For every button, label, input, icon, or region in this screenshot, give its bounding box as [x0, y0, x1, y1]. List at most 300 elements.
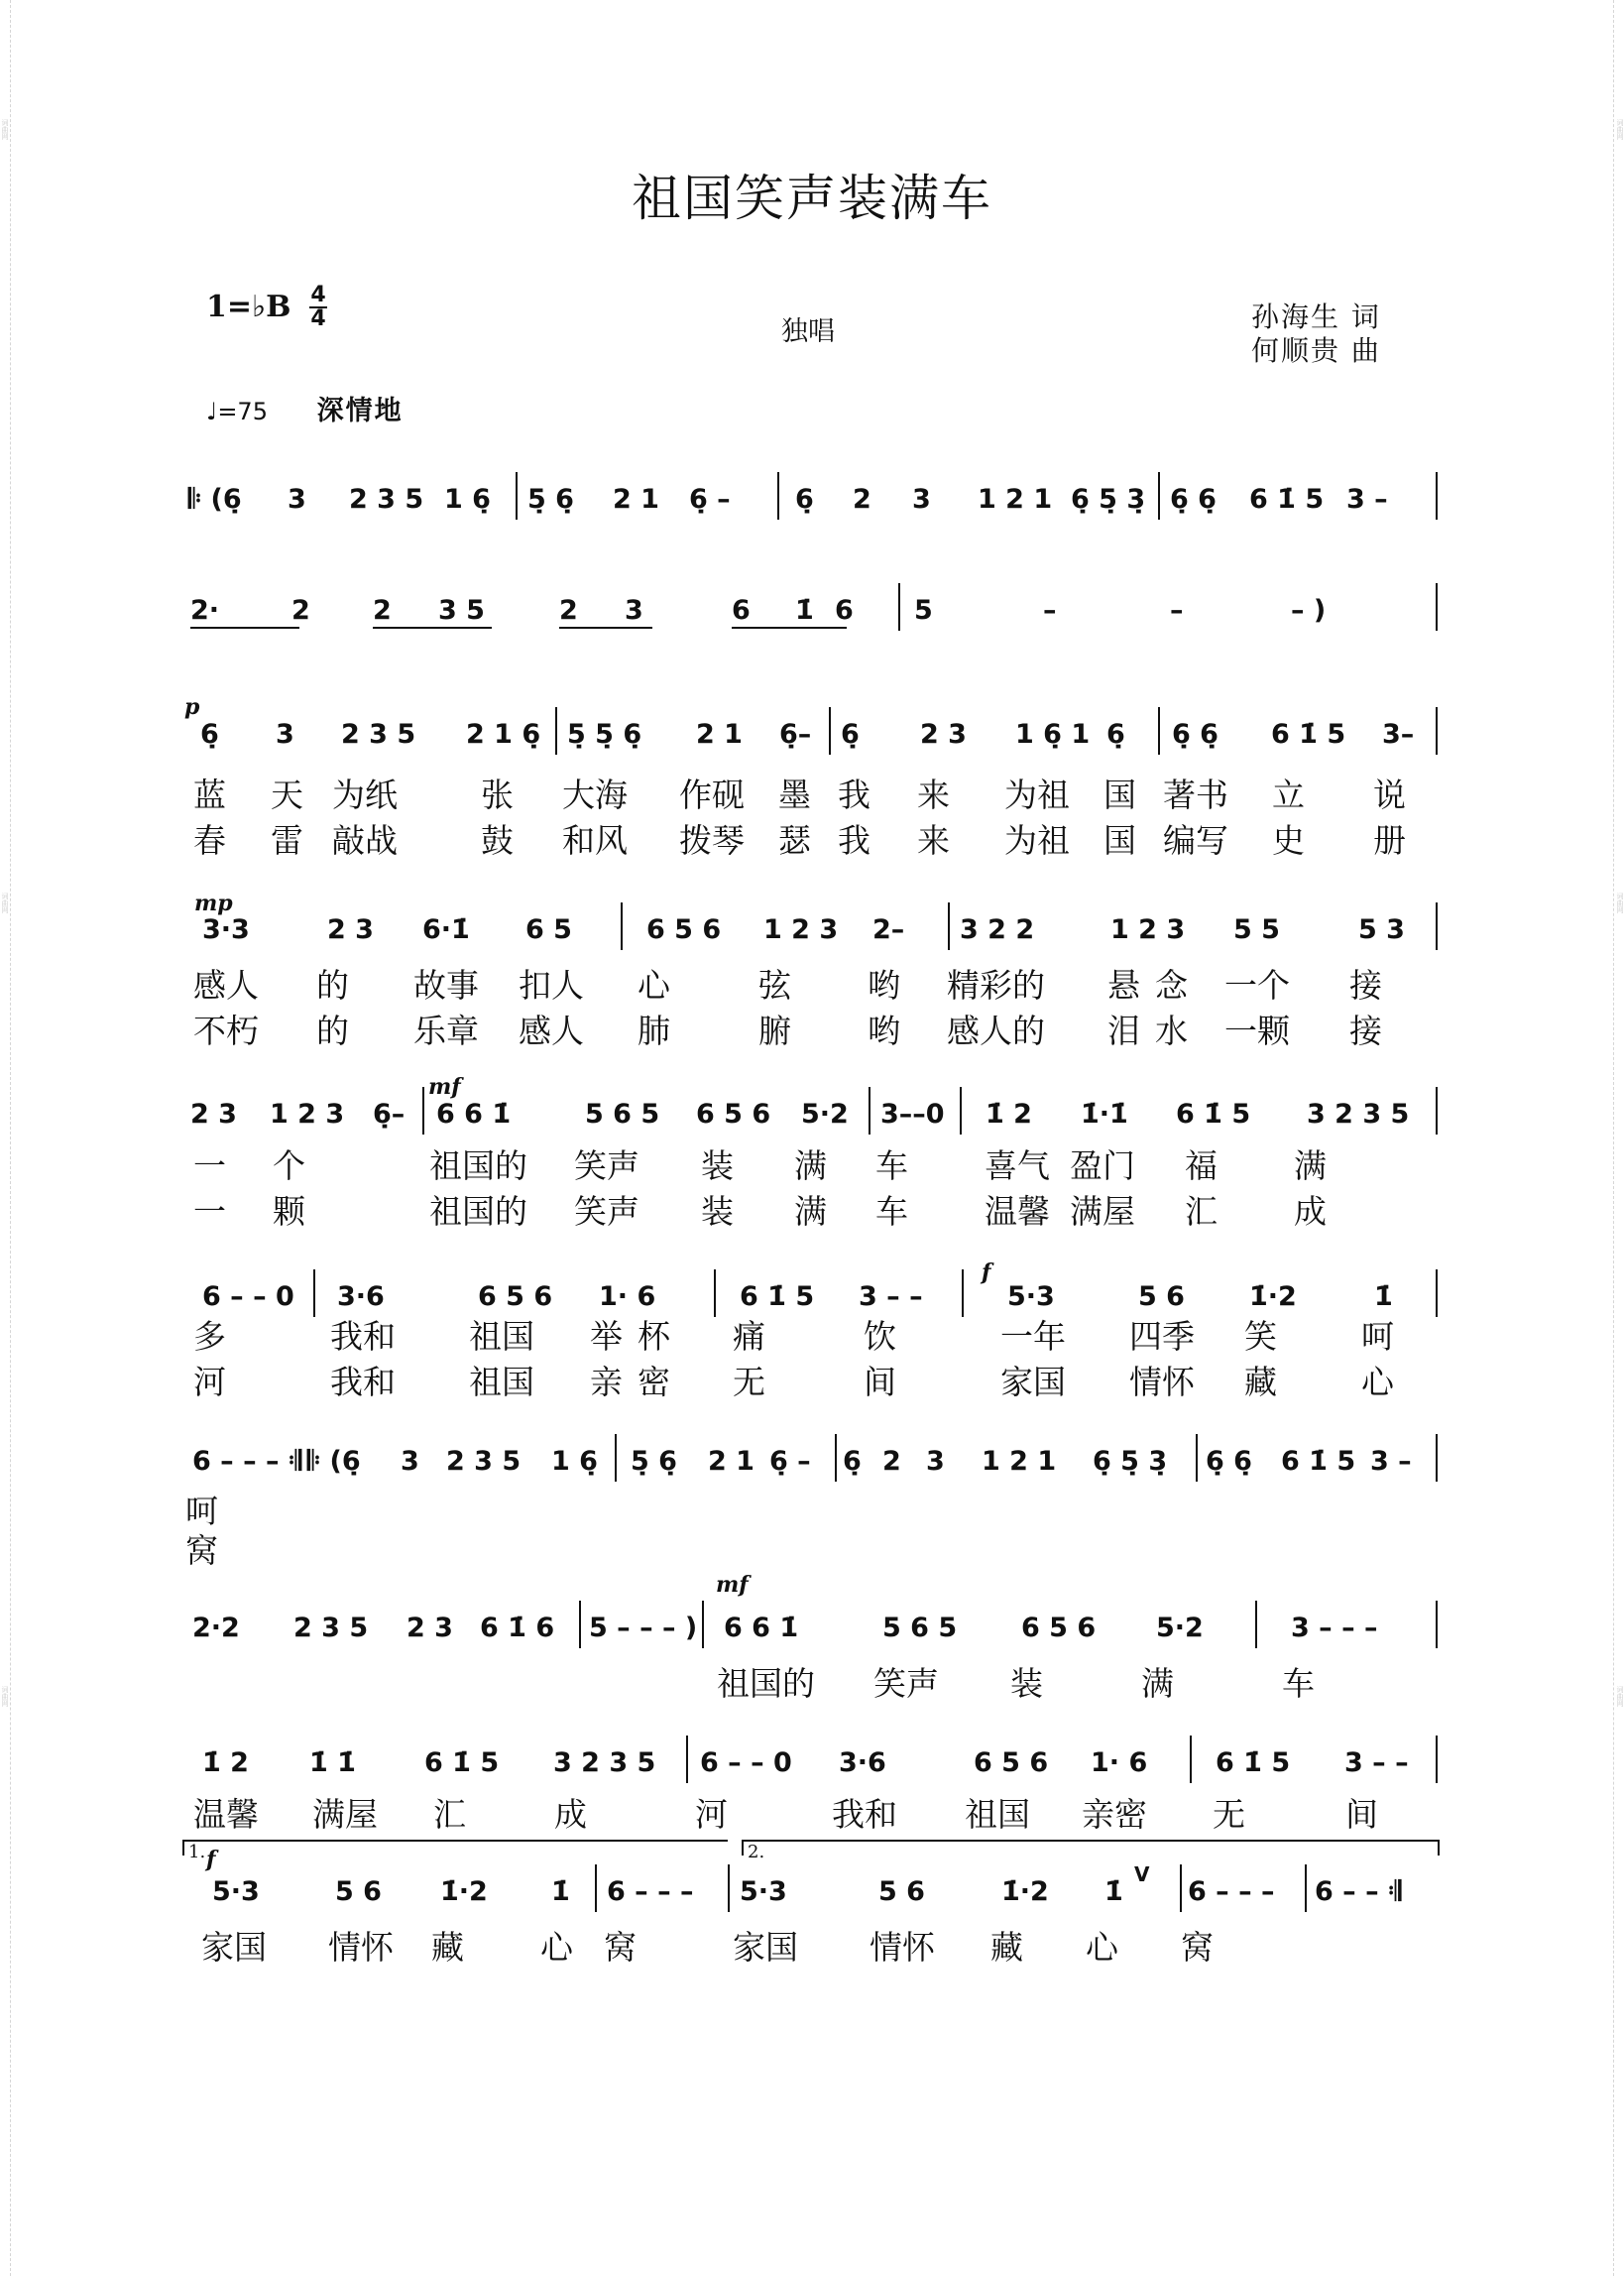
lyric: 呵 — [185, 1492, 218, 1530]
lyric: 册 — [1373, 821, 1406, 860]
note-group: 6̣ — [795, 484, 814, 515]
barline — [835, 1434, 837, 1482]
lyric: 为纸 — [332, 776, 398, 814]
score-line-8 — [188, 1613, 1448, 1658]
expression-mark: 深情地 — [316, 396, 404, 426]
lyric: 为祖 — [1004, 776, 1070, 814]
lyric: 祖国 — [965, 1795, 1030, 1834]
lyric: 四季 — [1129, 1317, 1195, 1356]
note-group: 6 — [732, 595, 751, 626]
note-group: 1 2 3 — [1110, 914, 1186, 945]
note-group: 2 3 5 — [349, 484, 424, 515]
note-group: – — [1170, 595, 1184, 626]
note-group: 3·3 — [202, 914, 250, 945]
note-group: 3 – – — [1344, 1747, 1409, 1778]
barline — [1180, 1864, 1182, 1912]
note-group: 2· — [190, 595, 220, 626]
note-group: 5 6 — [878, 1876, 925, 1907]
note-group: 2 1 6̣ — [466, 719, 541, 750]
lyric: 无 — [733, 1363, 765, 1401]
dynamic-mp: mp — [194, 891, 233, 916]
lyric: 情怀 — [1129, 1363, 1195, 1401]
note-group: 5·3 — [740, 1876, 787, 1907]
lyric: 来 — [917, 776, 950, 814]
lyrics-line-5-verse-1 — [193, 1140, 1452, 1185]
barline — [1436, 472, 1438, 520]
lyric: 装 — [1010, 1664, 1043, 1703]
score-line-4 — [188, 914, 1448, 960]
lyric: 鼓 — [481, 821, 514, 860]
lyric: 瑟 — [778, 821, 811, 860]
lyric: 车 — [875, 1146, 908, 1185]
lyric: 心 — [1361, 1363, 1394, 1401]
lyric: 肺 — [638, 1012, 670, 1050]
lyric: 温馨 — [193, 1795, 259, 1834]
lyric: 和风 — [562, 821, 628, 860]
lyric: 亲密 — [1082, 1795, 1147, 1834]
note-group: 6 – – 0 — [700, 1747, 792, 1778]
lyric: 祖国 — [469, 1317, 534, 1356]
lyrics-line-4-verse-2 — [193, 1006, 1452, 1050]
note-group: 6 5 6 — [696, 1099, 771, 1130]
note-group: 2– — [872, 914, 905, 945]
lyric: 满 — [1141, 1664, 1174, 1703]
dynamic-mf: mf — [428, 1074, 461, 1100]
lyric: 满 — [794, 1192, 827, 1231]
note-group: 2 3 — [406, 1613, 453, 1643]
note-group: 1̇·2 — [1001, 1876, 1049, 1907]
lyric: 心 — [540, 1928, 573, 1967]
note-group: 6̣ — [843, 1446, 862, 1477]
lyric: 一 — [193, 1192, 226, 1231]
note-group: 1 2 3 — [763, 914, 839, 945]
barline — [777, 472, 779, 520]
lyric: 心 — [1086, 1928, 1118, 1967]
lyric: 水 — [1155, 1012, 1188, 1050]
beam-line — [732, 627, 847, 629]
barline — [595, 1864, 597, 1912]
lyric: 藏 — [431, 1928, 464, 1967]
note-group: 2 — [291, 595, 310, 626]
note-group: 3 — [276, 719, 294, 750]
lyric: 举 — [590, 1317, 623, 1356]
barline — [686, 1736, 688, 1783]
note-group: 1̇ — [1374, 1281, 1393, 1312]
lyric: 家国 — [733, 1928, 798, 1967]
note-group: 2 — [882, 1446, 901, 1477]
note-group: 6 5 6 — [646, 914, 722, 945]
note-group: 2 1 — [613, 484, 659, 515]
note-group: 5 6 — [1138, 1281, 1185, 1312]
barline — [1196, 1434, 1198, 1482]
note-group: 5 6 5 — [585, 1099, 660, 1130]
barline — [615, 1434, 617, 1482]
barline — [1158, 472, 1160, 520]
lyric: 祖国的 — [717, 1664, 815, 1703]
lyrics-line-3-verse-1 — [193, 770, 1452, 814]
note-group: 1 2 3 — [270, 1099, 345, 1130]
barline — [1158, 707, 1160, 755]
lyrics-line-4-verse-1 — [193, 960, 1452, 1005]
note-group: 6 5 6 — [1021, 1613, 1097, 1643]
barline — [728, 1864, 730, 1912]
note-group: 1̇ 1̇ — [309, 1747, 356, 1778]
lyric: 著书 — [1163, 776, 1228, 814]
note-group: 6̣ – — [689, 484, 731, 515]
lyric: 车 — [875, 1192, 908, 1231]
note-group: 2 1 — [696, 719, 743, 750]
barline — [702, 1601, 704, 1648]
lyrics-line-8 — [193, 1658, 1452, 1703]
note-group: 2 3 5 — [341, 719, 416, 750]
note-group: 1 2 1 — [978, 484, 1053, 515]
note-group: 6 1̇ 6 — [480, 1613, 555, 1643]
note-group: 6 1̇ 5 — [740, 1281, 815, 1312]
lyric: 杯 — [638, 1317, 670, 1356]
lyric: 情怀 — [870, 1928, 935, 1967]
note-group: 6̣– — [373, 1099, 406, 1130]
lyric: 的 — [316, 1012, 349, 1050]
score-line-1 — [188, 484, 1448, 530]
lyric: 泪 — [1107, 1012, 1140, 1050]
note-group: 2 1 — [708, 1446, 754, 1477]
lyric: 为祖 — [1004, 821, 1070, 860]
note-group: 5·3 — [212, 1876, 260, 1907]
dynamic-p: p — [184, 694, 200, 720]
lyric: 家国 — [201, 1928, 267, 1967]
note-group: 6 1̇ 5 — [1249, 484, 1325, 515]
note-group: 5 — [914, 595, 933, 626]
note-group: 1̇·2 — [1249, 1281, 1297, 1312]
lyric: 情怀 — [328, 1928, 394, 1967]
beam-line — [190, 627, 299, 629]
barline — [714, 1269, 716, 1317]
barline — [1190, 1736, 1192, 1783]
note-group: 6 1̇ 5 — [1216, 1747, 1291, 1778]
note-group: 5̣ 6̣ — [631, 1446, 677, 1477]
note-group: 3– — [1382, 719, 1415, 750]
lyric: 大海 — [562, 776, 628, 814]
note-group: – ) — [1291, 595, 1327, 626]
note-group: 1 6̣ 1 — [1015, 719, 1091, 750]
note-group: 5 6 — [335, 1876, 382, 1907]
lyric: 间 — [864, 1363, 896, 1401]
lyric: 不朽 — [193, 1012, 259, 1050]
key-signature: 1=♭B — [206, 290, 291, 324]
lyric: 感人的 — [947, 1012, 1045, 1050]
note-group: 6̣ 5̣ 3̣ — [1071, 484, 1146, 515]
note-group: 6̣ — [1106, 719, 1125, 750]
lyric: 敲战 — [332, 821, 398, 860]
lyric: 腑 — [758, 1012, 791, 1050]
note-group: 2 3 — [327, 914, 374, 945]
lyrics-line-5-verse-2 — [193, 1186, 1452, 1231]
lyric: 满屋 — [312, 1795, 378, 1834]
lyric: 悬 — [1107, 966, 1140, 1005]
lyric: 家国 — [1000, 1363, 1066, 1401]
note-group: 3·6 — [839, 1747, 886, 1778]
lyrics-line-3-verse-2 — [193, 815, 1452, 860]
note-group: 1̇·2 — [440, 1876, 488, 1907]
note-group: 6·1̇ — [422, 914, 470, 945]
dynamic-mf: mf — [716, 1572, 749, 1598]
watermark-left: 词曲网 — [1, 1686, 9, 1707]
lyric: 装 — [701, 1192, 734, 1231]
note-group: 3 — [926, 1446, 945, 1477]
note-group: 1̇ 2 — [202, 1747, 249, 1778]
note-group: 6 1̇ 5 — [1176, 1099, 1251, 1130]
note-group: 5 3 — [1358, 914, 1405, 945]
barline — [1436, 1601, 1438, 1648]
lyric: 河 — [193, 1363, 226, 1401]
note-group: 6 1̇ 5 — [1281, 1446, 1356, 1477]
note-group: 3 – — [1370, 1446, 1412, 1477]
note-group: 6 – – – — [1188, 1876, 1275, 1907]
time-signature-top: 4 — [310, 283, 326, 307]
watermark-left: 词曲网 — [1, 119, 9, 140]
lyricist-credit: 孙海生 词 — [1251, 300, 1381, 333]
lyric: 祖国的 — [429, 1146, 527, 1185]
score-line-10 — [188, 1862, 1448, 1922]
tempo-mark: ♩=75 — [206, 398, 268, 425]
song-title: 祖国笑声装满车 — [632, 170, 992, 227]
lyric: 无 — [1213, 1795, 1245, 1834]
lyric: 温馨 — [985, 1192, 1050, 1231]
barline — [960, 1087, 962, 1135]
note-group: 1̇ — [795, 595, 814, 626]
note-group: – — [1043, 595, 1057, 626]
note-group: 6 6 1̇ — [436, 1099, 512, 1130]
lyric: 窝 — [1181, 1928, 1214, 1967]
note-group: 2 3 — [920, 719, 967, 750]
note-group: 6̣ — [200, 719, 219, 750]
note-group: 6̣ 5̣ 3̣ — [1093, 1446, 1168, 1477]
lyrics-line-6-verse-2 — [193, 1357, 1452, 1401]
note-group: 6̣ – — [769, 1446, 811, 1477]
note-group: 5 5 — [1233, 914, 1280, 945]
note-group: 6 5 6 — [974, 1747, 1049, 1778]
note-group: 1· 6 — [599, 1281, 656, 1312]
lyric: 喜气 — [985, 1146, 1050, 1185]
composer-credit: 何顺贵 曲 — [1251, 334, 1381, 367]
lyric: 汇 — [1185, 1192, 1218, 1231]
note-group: 3 — [912, 484, 931, 515]
beam-line — [373, 627, 492, 629]
note-group: 6 – – 0 — [202, 1281, 294, 1312]
lyric: 感人 — [193, 966, 259, 1005]
note-group: 3 — [625, 595, 643, 626]
barline — [962, 1269, 964, 1317]
score-line-2 — [188, 595, 1448, 641]
lyric: 满 — [1294, 1146, 1327, 1185]
lyric: 成 — [1294, 1192, 1327, 1231]
note-group: 1· 6 — [1091, 1747, 1148, 1778]
lyric: 颗 — [273, 1192, 305, 1231]
lyrics-line-7-verse-2 — [185, 1525, 1452, 1570]
lyric: 福 — [1185, 1146, 1218, 1185]
lyric: 窝 — [604, 1928, 637, 1967]
note-group: 3 – – – — [1291, 1613, 1378, 1643]
lyric: 痛 — [733, 1317, 765, 1356]
note-group: 5̣ 5̣ 6̣ — [567, 719, 642, 750]
lyric: 祖国的 — [429, 1192, 527, 1231]
lyric: 我 — [838, 776, 870, 814]
note-group: 6 – – – — [607, 1876, 694, 1907]
note-group: 6 5 — [525, 914, 572, 945]
lyric: 国 — [1103, 776, 1136, 814]
note-group: 1̇·1̇ — [1081, 1099, 1128, 1130]
lyric: 感人 — [519, 1012, 584, 1050]
lyric: 汇 — [433, 1795, 466, 1834]
lyric: 天 — [271, 776, 303, 814]
lyric: 车 — [1282, 1664, 1315, 1703]
lyric: 蓝 — [193, 776, 226, 814]
barline — [313, 1269, 315, 1317]
note-group: 𝄆 (6̣ — [307, 1446, 361, 1477]
lyric: 我和 — [330, 1317, 396, 1356]
lyric: 雷 — [271, 821, 303, 860]
note-group: 5 6 5 — [882, 1613, 958, 1643]
dynamic-f: f — [206, 1847, 216, 1872]
breath-mark: V — [1134, 1862, 1150, 1886]
note-group: 1̇ — [1104, 1876, 1123, 1907]
lyrics-line-7-verse-1 — [185, 1486, 1452, 1530]
barline — [1436, 1736, 1438, 1783]
right-margin-border — [1613, 0, 1624, 2276]
lyric: 间 — [1345, 1795, 1378, 1834]
note-group: 2 3 — [190, 1099, 237, 1130]
lyric: 哟 — [868, 966, 900, 1005]
note-group: 6̣ 6̣ — [1172, 719, 1218, 750]
barline — [1436, 583, 1438, 631]
lyric: 盈门 — [1070, 1146, 1135, 1185]
lyric: 笑 — [1244, 1317, 1277, 1356]
time-signature — [309, 283, 327, 331]
lyric: 满 — [794, 1146, 827, 1185]
note-group: 3 2 3 5 — [1307, 1099, 1410, 1130]
barline — [948, 902, 950, 950]
note-group: 5 – – – ) — [589, 1613, 698, 1643]
barline — [1436, 1269, 1438, 1317]
lyrics-line-6-verse-1 — [193, 1311, 1452, 1356]
lyric: 河 — [695, 1795, 728, 1834]
note-group: 6 – – 𝄇 — [1315, 1876, 1402, 1907]
note-group: 6 5 6 — [478, 1281, 553, 1312]
note-group: 6 6 1̇ — [724, 1613, 799, 1643]
watermark-right: 词曲网 — [1616, 1686, 1624, 1707]
lyric: 笑声 — [574, 1146, 639, 1185]
note-group: 3 2 2 — [960, 914, 1035, 945]
note-group: 𝄆 (6̣ — [188, 484, 242, 515]
watermark-right: 词曲网 — [1616, 119, 1624, 140]
lyric: 窝 — [185, 1531, 218, 1570]
barline — [621, 902, 623, 950]
lyric: 饮 — [864, 1317, 896, 1356]
barline — [1436, 1434, 1438, 1482]
lyric: 亲 — [590, 1363, 623, 1401]
lyric: 弦 — [758, 966, 791, 1005]
lyric: 国 — [1103, 821, 1136, 860]
note-group: 6̣ — [841, 719, 860, 750]
lyric: 我和 — [330, 1363, 396, 1401]
barline — [422, 1087, 424, 1135]
barline — [869, 1087, 870, 1135]
note-group: 6̣ 6̣ — [1206, 1446, 1252, 1477]
barline — [516, 472, 518, 520]
barline — [579, 1601, 581, 1648]
note-group: 5·2 — [1156, 1613, 1204, 1643]
note-group: 1 6̣ — [551, 1446, 598, 1477]
note-group: 3––0 — [880, 1099, 945, 1130]
time-signature-bottom: 4 — [310, 306, 326, 331]
watermark-right: 词曲网 — [1616, 893, 1624, 913]
lyric: 来 — [917, 821, 950, 860]
note-group: 2 3 5 — [446, 1446, 522, 1477]
lyric: 我和 — [832, 1795, 897, 1834]
lyric: 成 — [554, 1795, 587, 1834]
note-group: 2 3 5 — [293, 1613, 369, 1643]
note-group: 3 — [401, 1446, 419, 1477]
lyric: 作砚 — [679, 776, 745, 814]
dynamic-f: f — [982, 1259, 991, 1285]
lyric: 春 — [193, 821, 226, 860]
lyric: 密 — [638, 1363, 670, 1401]
lyric: 祖国 — [469, 1363, 534, 1401]
barline — [829, 707, 831, 755]
lyric: 说 — [1373, 776, 1406, 814]
first-ending-bracket — [182, 1840, 728, 1862]
barline — [1436, 707, 1438, 755]
barline — [1255, 1601, 1257, 1648]
note-group: 3 5 — [438, 595, 485, 626]
note-group: 1 6̣ — [444, 484, 491, 515]
lyric: 故事 — [413, 966, 479, 1005]
second-ending-label: 2. — [748, 1842, 765, 1862]
lyric: 我 — [838, 821, 870, 860]
lyric: 个 — [273, 1146, 305, 1185]
watermark-left: 词曲网 — [1, 893, 9, 913]
lyric: 笑声 — [574, 1192, 639, 1231]
score-line-5 — [188, 1099, 1448, 1144]
barline — [1305, 1864, 1307, 1912]
lyric: 哟 — [868, 1012, 900, 1050]
lyric: 乐章 — [413, 1012, 479, 1050]
note-group: 6̣ 6̣ — [1170, 484, 1217, 515]
lyric: 心 — [638, 966, 670, 1005]
lyric: 接 — [1349, 1012, 1382, 1050]
note-group: 2·2 — [192, 1613, 240, 1643]
note-group: 5̣ 6̣ — [527, 484, 574, 515]
note-group: 3 – — [1346, 484, 1388, 515]
barline — [555, 707, 557, 755]
lyric: 藏 — [1244, 1363, 1277, 1401]
note-group: 1̇ 2 — [986, 1099, 1032, 1130]
left-margin-border — [0, 0, 11, 2276]
lyric: 念 — [1155, 966, 1188, 1005]
lyric: 满屋 — [1070, 1192, 1135, 1231]
note-group: 2 — [853, 484, 871, 515]
lyric: 立 — [1272, 776, 1305, 814]
note-group: 6̣– — [779, 719, 812, 750]
note-group: 2 — [559, 595, 578, 626]
note-group: 6 – – – 𝄇 — [192, 1446, 302, 1477]
first-ending-label: 1. — [188, 1842, 206, 1862]
performance-type: 独唱 — [781, 316, 835, 347]
lyric: 张 — [481, 776, 514, 814]
lyric: 一年 — [1000, 1317, 1066, 1356]
note-group: 6 1̇ 5 — [424, 1747, 500, 1778]
note-group: 6 1̇ 5 — [1271, 719, 1346, 750]
